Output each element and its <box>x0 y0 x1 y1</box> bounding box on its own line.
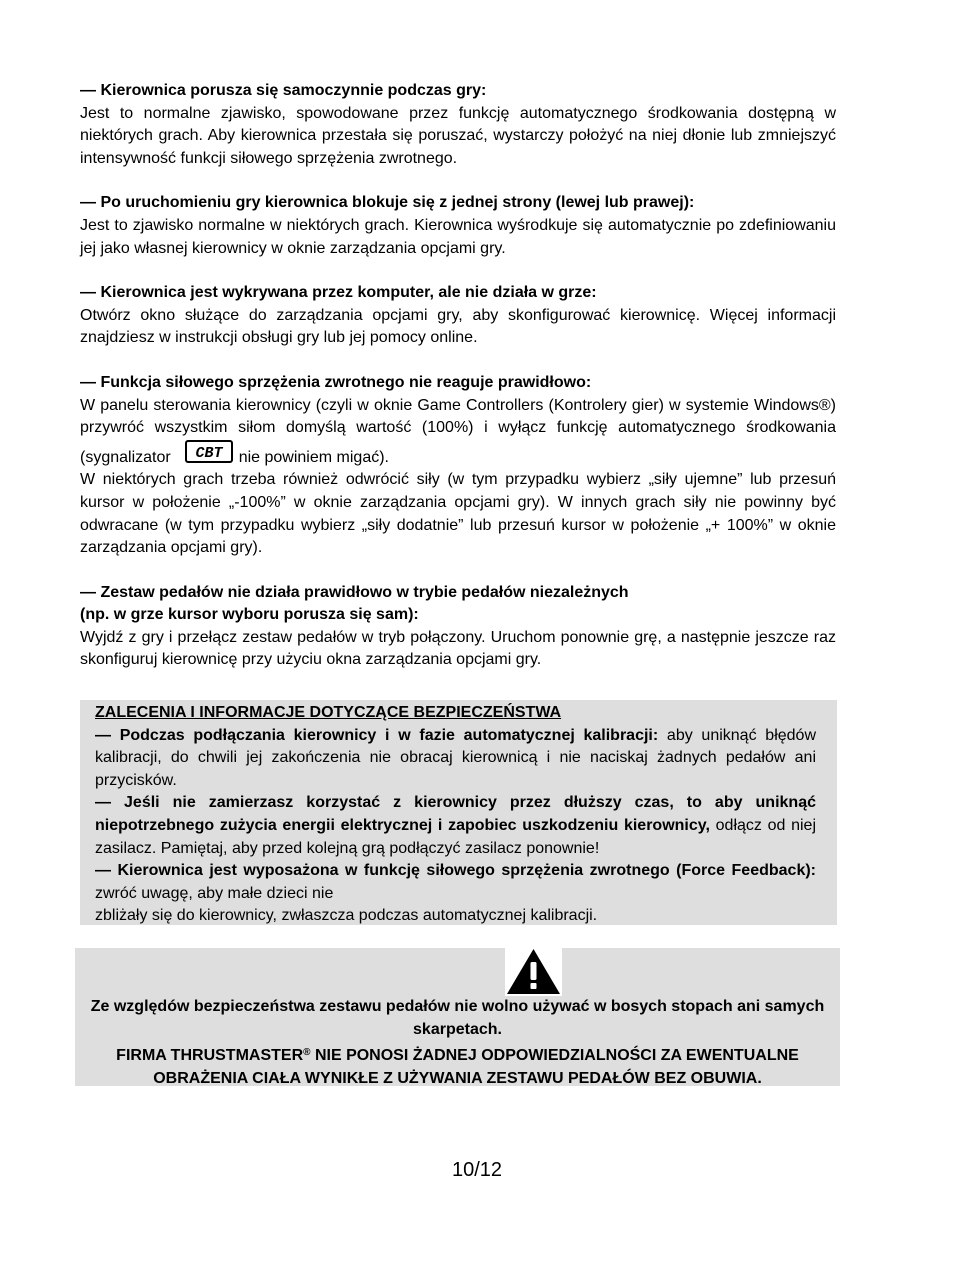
safety-item-bold: — Kierownica jest wyposażona w funkcję siłowego sprzężenia zwrotnego (Force Feedback): <box>95 862 816 880</box>
safety-item-text: aby uniknąć błędów kalibracji, do chwili jej zakończenia nie obracaj kierownicą i nie naciskaj żadnych pedałów ani przycisków. <box>95 726 816 789</box>
safety-item <box>95 725 816 793</box>
section-body-part: W panelu sterowania kierownicy (czyli w oknie Game Controllers (Kontrolery gier) w systemie Windows®) przywróć wszystkim siłom domyślą wartość (100%) i wyłącz funkcję automatycznego środkowania (sygnalizator <box>80 396 836 466</box>
warning-text-liability <box>85 1042 830 1090</box>
section-body: Wyjdź z gry i przełącz zestaw pedałów w tryb połączony. Uruchom ponownie grę, a następnie jeszcze raz skonfiguruj kierownicę przy użyciu okna zarządzania opcjami gry. <box>80 628 836 669</box>
warning-company: FIRMA THRUSTMASTER <box>116 1047 304 1064</box>
section-pedals-independent <box>80 582 836 672</box>
section-auto-centering <box>80 80 836 170</box>
safety-item-text: zwróć uwagę, aby małe dzieci nie <box>95 884 334 902</box>
warning-text-barefoot: Ze względów bezpieczeństwa zestawu pedałów nie wolno używać w bosych stopach ani samych skarpetach. <box>90 998 825 1038</box>
section-heading: — Kierownica porusza się samoczynnie podczas gry: <box>80 82 487 99</box>
section-wheel-blocked <box>80 192 836 260</box>
section-body: Jest to normalne zjawisko, spowodowane przez funkcję automatycznego środkowania dostępną w niektórych grach. Aby kierownica przestała się poruszać, wystarczy położyć na niej dłonie lub zmniejszyć intensywność funkcji siłowego sprzężenia zwrotnego. <box>80 104 836 167</box>
warning-triangle-icon <box>505 948 562 996</box>
safety-item-bold: — Podczas podłączania kierownicy i w fazie automatycznej kalibracji: <box>95 726 659 744</box>
safety-item <box>95 792 816 860</box>
section-body <box>80 395 836 470</box>
section-body-part: nie powiniem migać). <box>238 448 389 466</box>
registered-mark: ® <box>303 1047 311 1058</box>
warning-box <box>75 948 840 1086</box>
section-heading: — Zestaw pedałów nie działa prawidłowo w trybie pedałów niezależnych <box>80 583 629 601</box>
cbt-indicator-icon <box>185 440 233 464</box>
section-body: Jest to zjawisko normalne w niektórych grach. Kierownica wyśrodkuje się automatycznie po zdefiniowaniu jej jako własnej kierownicy w oknie zarządzania opcjami gry. <box>80 216 836 257</box>
section-heading: — Kierownica jest wykrywana przez komputer, ale nie działa w grze: <box>80 284 597 302</box>
safety-item <box>95 860 816 905</box>
section-heading: (np. w grze kursor wyboru porusza się sam): <box>80 606 419 624</box>
cbt-indicator-label: CBT <box>195 444 223 462</box>
safety-item-text: odłącz od niej zasilacz. Pamiętaj, aby przed kolejną grą podłączyć zasilacz ponownie! <box>95 816 817 857</box>
safety-item-bold: — Jeśli nie zamierzasz korzystać z kierownicy przez dłuższy czas, to aby uniknąć niepotrzebnego zużycia energii elektrycznej i zapobiec uszkodzeniu kierownicy, <box>95 794 816 834</box>
section-wheel-not-working <box>80 282 836 350</box>
warning-liability-text: NIE PONOSI ŻADNEJ ODPOWIEDZIALNOŚCI ZA EWENTUALNE OBRAŻENIA CIAŁA WYNIKŁE Z UŻYWANIA ZESTAWU PEDAŁÓW BEZ OBUWIA. <box>153 1047 799 1087</box>
safety-item-continued: zbliżały się do kierownicy, zwłaszcza podczas automatycznej kalibracji. <box>95 907 598 925</box>
section-body: W niektórych grach trzeba również odwrócić siły (w tym przypadku wybierz „siły ujemne” lub przesuń kursor w położenie „-100%” w oknie zarządzania opcjami gry). W innych grach siły nie powinny być odwracane (w tym przypadku wybierz „siły dodatnie” lub przesuń kursor w położenie „+ 100%” w oknie zarządzania opcjami gry). <box>80 471 836 557</box>
troubleshooting-column <box>80 80 836 694</box>
section-heading: — Funkcja siłowego sprzężenia zwrotnego nie reaguje prawidłowo: <box>80 373 592 391</box>
section-heading: — Po uruchomieniu gry kierownica blokuje się z jednej strony (lewej lub prawej): <box>80 194 695 212</box>
safety-box <box>80 700 837 925</box>
section-body: Otwórz okno służące do zarządzania opcjami gry, aby skonfigurować kierownicę. Więcej informacji znajdziesz w instrukcji obsługi gry lub jej pomocy online. <box>80 306 836 347</box>
section-force-feedback <box>80 372 836 560</box>
safety-title: ZALECENIA I INFORMACJE DOTYCZĄCE BEZPIECZEŃSTWA <box>95 704 562 721</box>
page-number: 10/12 <box>451 1159 503 1181</box>
